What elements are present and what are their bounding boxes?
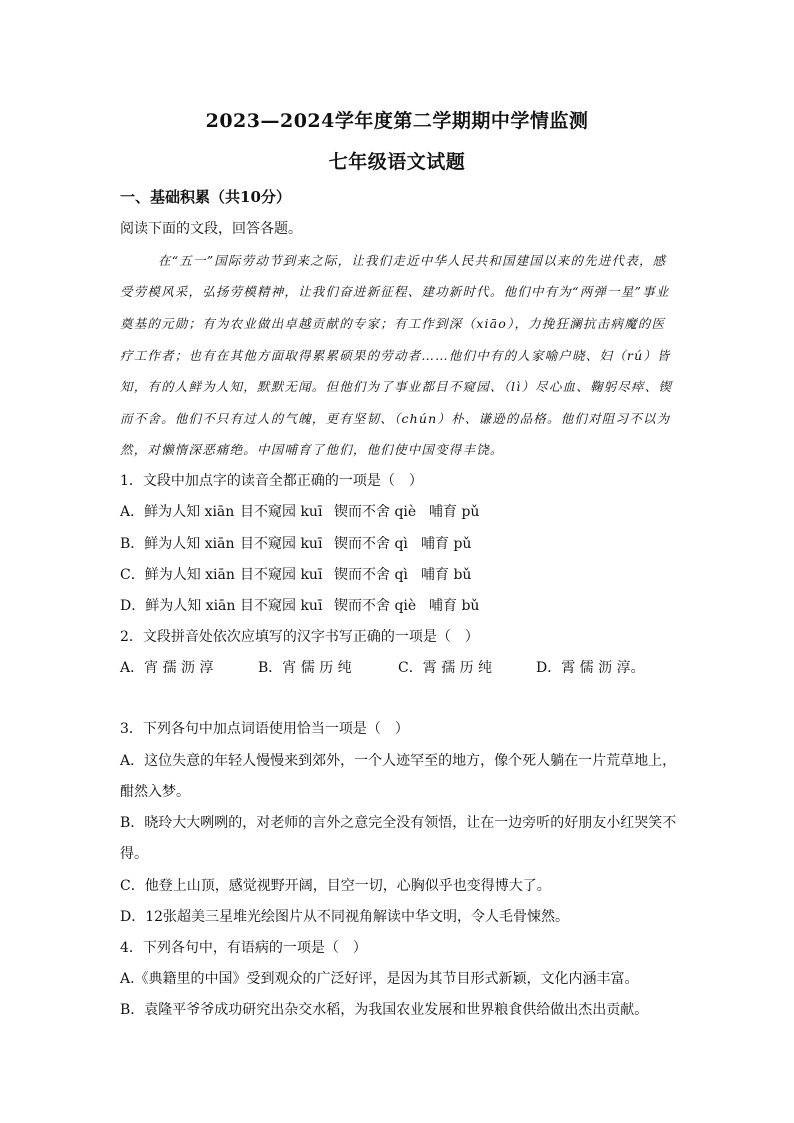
q3-option-d: D．12张超美三星堆光绘图片从不同视角解读中华文明，令人毛骨悚然。 — [120, 909, 570, 925]
q1-option-a — [120, 501, 479, 521]
section-instruction: 阅读下面的文段，回答各题。 — [120, 221, 302, 237]
passage-line: 奠基的元勋；有为农业做出卓越贡献的专家；有工作到深（xiāo），力挽狂澜抗击病魔的医 — [120, 316, 666, 331]
q3-option-b-cont: 得。 — [120, 846, 148, 862]
option-part: 锲而不舍 qì — [334, 567, 408, 583]
option-part: 哺育 pǔ — [429, 504, 480, 520]
passage-line: 疗工作者；也有在其他方面取得累累硕果的劳动者……他们中有的人家喻户晓、妇（rú）皆 — [120, 348, 671, 363]
q1-option-b — [120, 533, 471, 553]
question-3-stem: 3．下列各句中加点词语使用恰当一项是（ ） — [120, 721, 409, 737]
option-part: 锲而不舍 qiè — [334, 504, 417, 520]
question-2-stem: 2．文段拼音处依次应填写的汉字书写正确的一项是（ ） — [120, 629, 479, 645]
option-part: D．鲜为人知 xiān — [120, 598, 236, 614]
q3-option-b: B．晓玲大大咧咧的，对老师的言外之意完全没有领悟，让在一边旁听的好朋友小红哭笑不 — [120, 815, 677, 831]
q3-option-a-cont: 酣然入梦。 — [120, 784, 190, 800]
option-part: 哺育 pǔ — [421, 536, 472, 552]
section-heading: 一、基础积累（共10分） — [120, 188, 291, 206]
option-d: D．霄 儒 沥 淳。 — [536, 660, 645, 676]
option-part: 哺育 bǔ — [421, 567, 472, 583]
passage-line: 受劳模风采，弘扬劳模精神，让我们奋进新征程、建功新时代。他们中有为“两弹一星”事业 — [120, 284, 670, 299]
q3-option-c: C．他登上山顶，感觉视野开阔，目空一切，心胸似乎也变得博大了。 — [120, 878, 551, 894]
q1-option-d — [120, 595, 479, 615]
passage-line: 在“五一”国际劳动节到来之际，让我们走近中华人民共和国建国以来的先进代表，感 — [158, 253, 667, 268]
q4-option-b: B．袁隆平爷爷成功研究出杂交水稻，为我国农业发展和世界粮食供给做出杰出贡献。 — [120, 1002, 649, 1018]
q1-option-c — [120, 564, 471, 584]
option-c: C．霄 孺 历 纯 — [398, 660, 493, 676]
question-1-stem: 1．文段中加点字的读音全都正确的一项是（ ） — [120, 473, 423, 489]
exam-title: 2023—2024学年度第二学期期中学情监测 — [205, 110, 589, 132]
option-part: 目不窥园 kuī — [240, 598, 323, 614]
passage-line: 知，有的人鲜为人知，默默无闻。但他们为了事业都目不窥园、（lì）尽心血、鞠躬尽瘁、锲 — [120, 379, 673, 394]
option-part: 目不窥园 kuī — [240, 536, 323, 552]
option-part: A．鲜为人知 xiān — [120, 504, 235, 520]
option-part: C．鲜为人知 xiān — [120, 567, 235, 583]
q2-options — [120, 657, 645, 677]
option-a: A．宵 孺 沥 淳 — [120, 660, 214, 676]
option-part: 目不窥园 kuī — [240, 504, 323, 520]
passage-line: 而不舍。他们不只有过人的气魄，更有坚韧、（chún）朴、谦逊的品格。他们对阻习不以为 — [120, 411, 671, 426]
option-part: B．鲜为人知 xiān — [120, 536, 235, 552]
passage-line: 然，对懒惰深恶痛绝。中国哺育了他们，他们使中国变得丰饶。 — [120, 442, 504, 457]
option-b: B．宵 儒 历 纯 — [258, 660, 352, 676]
option-part: 锲而不舍 qì — [334, 536, 408, 552]
exam-subtitle: 七年级语文试题 — [328, 151, 466, 173]
option-part: 锲而不舍 qiè — [334, 598, 417, 614]
option-part: 目不窥园 kuī — [240, 567, 323, 583]
q3-option-a: A．这位失意的年轻人慢慢来到郊外，一个人迹罕至的地方，像个死人躺在一片荒草地上， — [120, 753, 677, 769]
option-part: 哺育 bǔ — [429, 598, 480, 614]
question-4-stem: 4．下列各句中，有语病的一项是（ ） — [120, 940, 367, 956]
q4-option-a: A.《典籍里的中国》受到观众的广泛好评，是因为其节目形式新颖，文化内涵丰富。 — [120, 971, 639, 987]
